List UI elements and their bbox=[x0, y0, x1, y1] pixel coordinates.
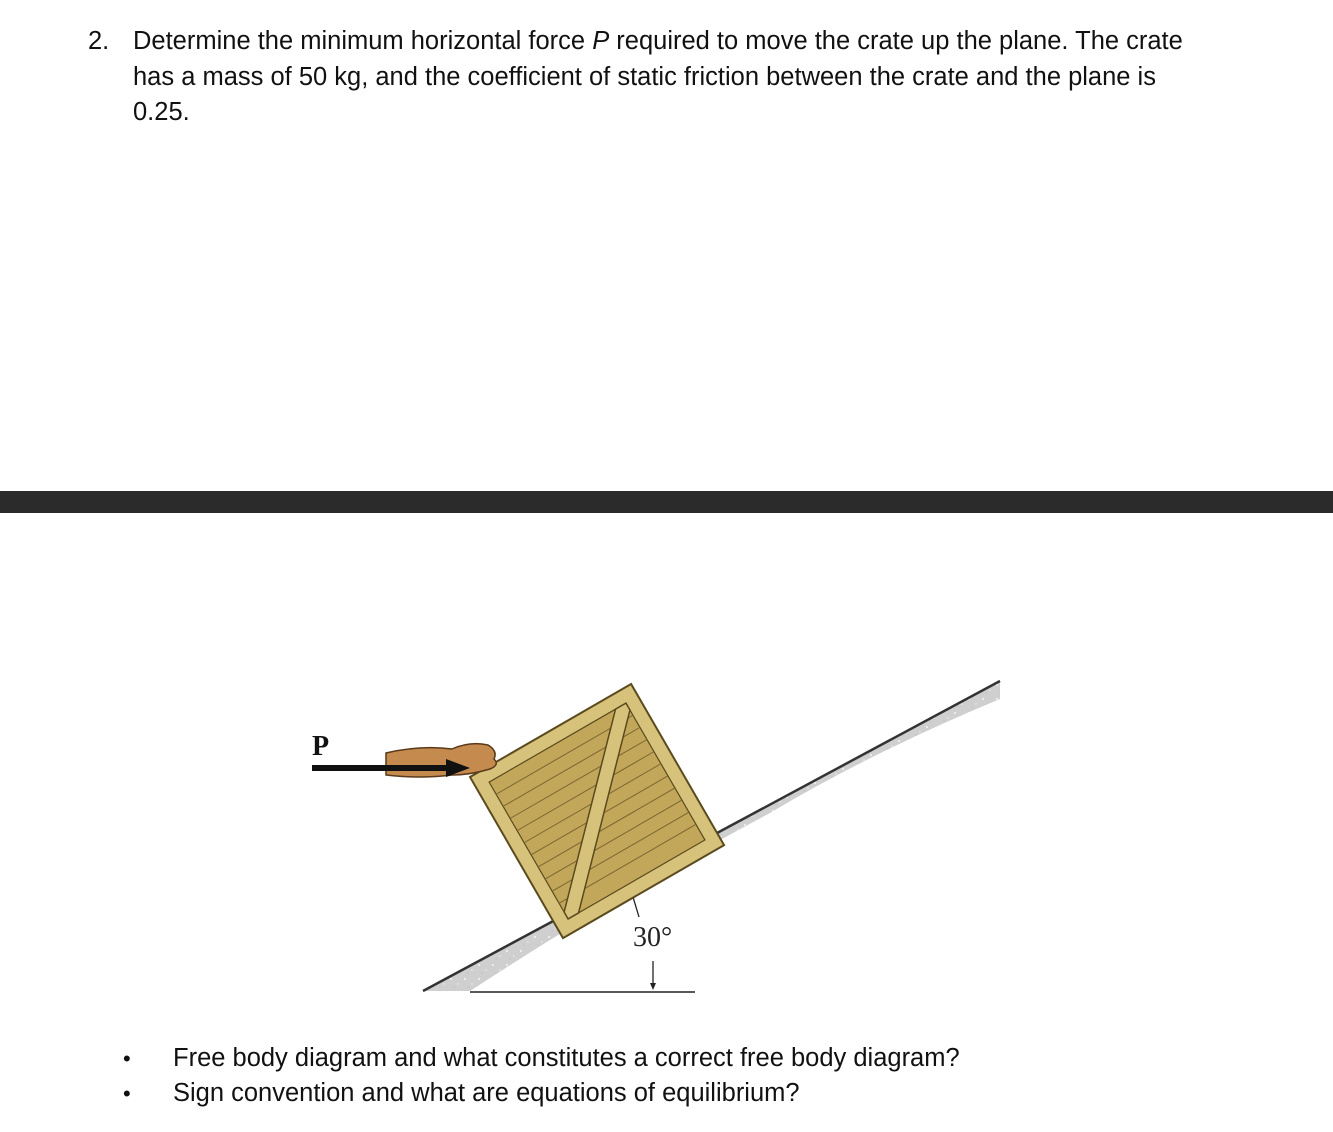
bullet-icon: • bbox=[123, 1081, 131, 1106]
angle-arrowhead-lower bbox=[650, 983, 656, 990]
problem-text bbox=[133, 24, 1218, 131]
problem-text-end: required to move the crate up the plane. The crate has a mass of 50 kg, and the coefficient of static friction between the crate and the plane is 0.25. bbox=[133, 27, 1183, 126]
question-text: Free body diagram and what constitutes a correct free body diagram? bbox=[173, 1044, 960, 1072]
problem-text-start: Determine the minimum horizontal force bbox=[133, 27, 593, 55]
angle-label: 30° bbox=[633, 922, 673, 953]
force-symbol: P bbox=[592, 27, 610, 55]
incline-crate-figure bbox=[0, 513, 1333, 1033]
problem-statement bbox=[88, 24, 1218, 131]
hand-icon bbox=[386, 744, 496, 777]
force-label: P bbox=[312, 731, 330, 762]
question-list bbox=[118, 1041, 960, 1111]
question-item bbox=[118, 1041, 960, 1076]
section-divider bbox=[0, 491, 1333, 513]
crate bbox=[470, 684, 724, 938]
question-item bbox=[118, 1076, 960, 1111]
bullet-icon: • bbox=[123, 1046, 131, 1071]
question-text: Sign convention and what are equations of equilibrium? bbox=[173, 1079, 800, 1107]
problem-number: 2. bbox=[88, 27, 110, 55]
